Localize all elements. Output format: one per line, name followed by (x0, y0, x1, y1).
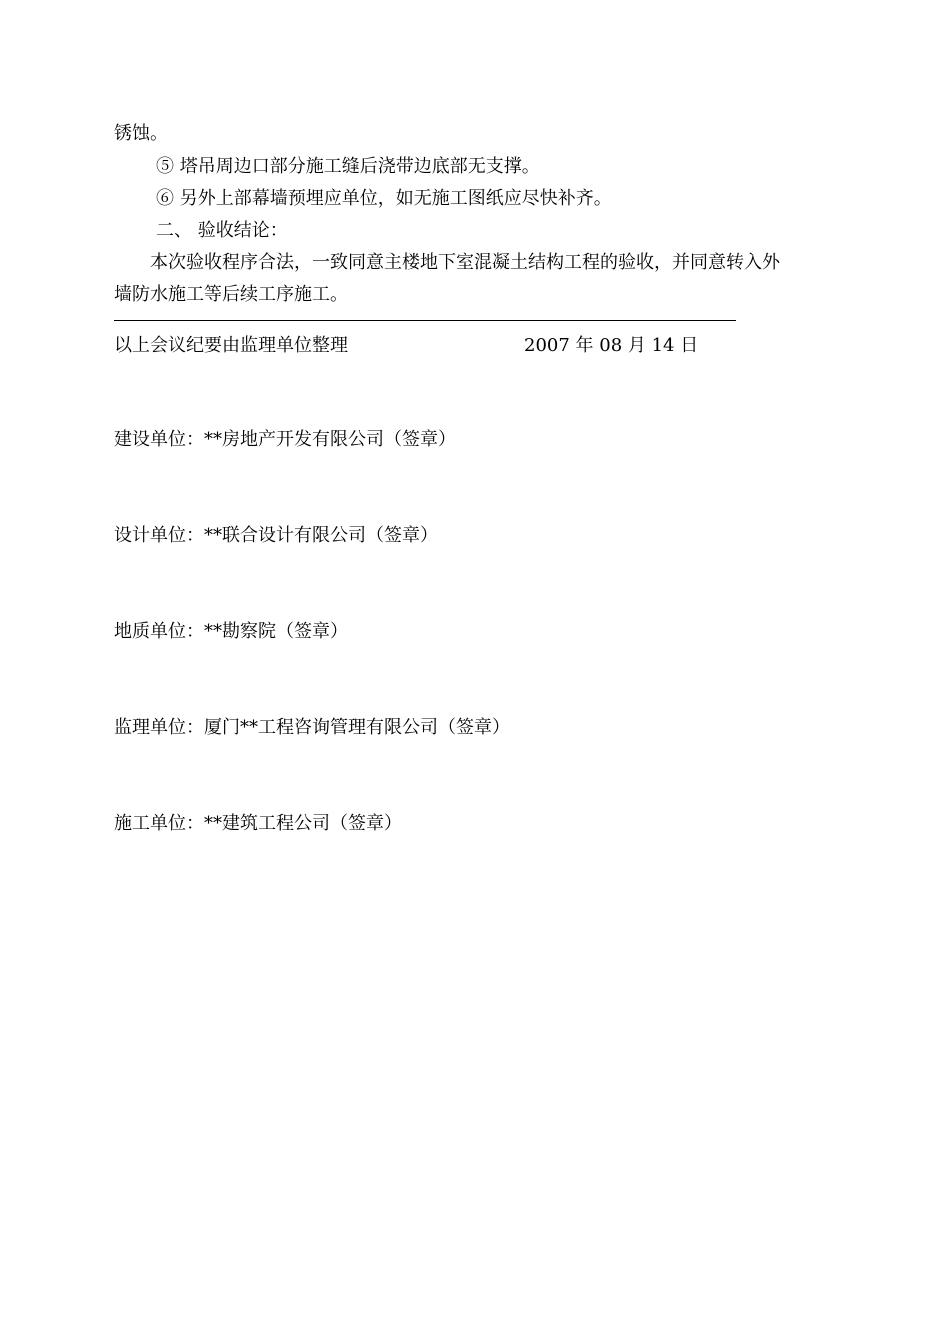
section-heading: 二、 验收结论： (156, 220, 288, 241)
document-date: 2007 年 08 月 14 日 (524, 335, 699, 356)
body-text-line: 锈蚀。 (114, 123, 168, 144)
signature-line-construction-unit: 建设单位：**房地产开发有限公司（签章） (114, 429, 456, 450)
signature-line-contractor-unit: 施工单位：**建筑工程公司（签章） (114, 813, 402, 834)
conclusion-text-line: 墙防水施工等后续工序施工。 (114, 284, 348, 305)
list-item-5: ⑤ 塔吊周边口部分施工缝后浇带边底部无支撑。 (156, 156, 540, 177)
signature-line-supervision-unit: 监理单位：厦门**工程咨询管理有限公司（签章） (114, 717, 510, 738)
signature-line-geology-unit: 地质单位：**勘察院（签章） (114, 621, 348, 642)
list-item-6: ⑥ 另外上部幕墙预埋应单位，如无施工图纸应尽快补齐。 (156, 188, 612, 209)
conclusion-text-line: 本次验收程序合法，一致同意主楼地下室混凝土结构工程的验收，并同意转入外 (150, 252, 780, 273)
horizontal-divider (114, 320, 736, 321)
signature-line-design-unit: 设计单位：**联合设计有限公司（签章） (114, 525, 438, 546)
prepared-by-note: 以上会议纪要由监理单位整理 (114, 335, 348, 356)
